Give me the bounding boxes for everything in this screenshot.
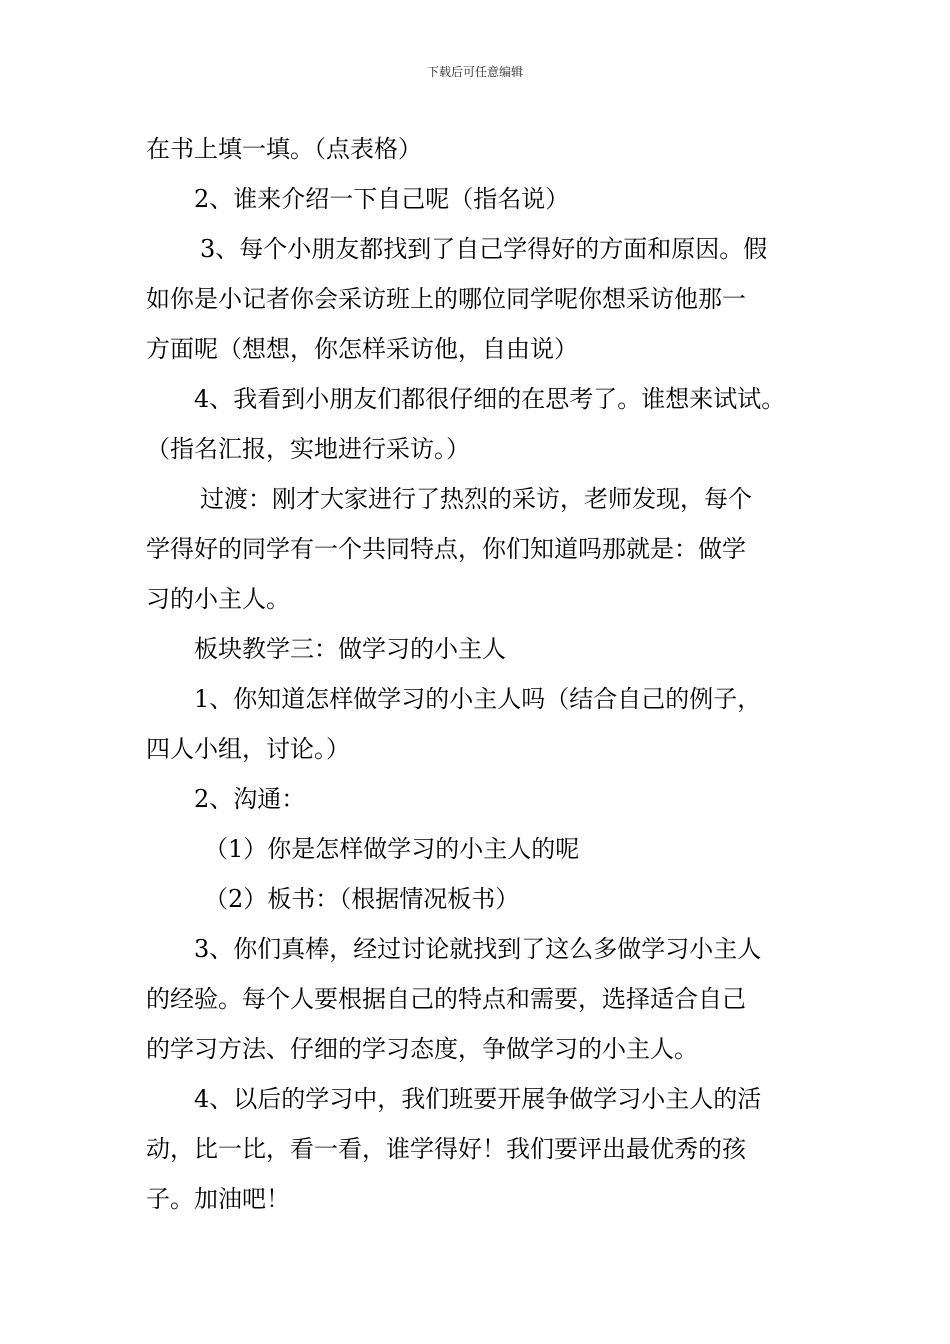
text-line: 如你是小记者你会采访班上的哪位同学呢你想采访他那一 (146, 285, 746, 313)
paragraph (146, 224, 826, 374)
paragraph (146, 924, 826, 1074)
text-line: 1、你知道怎样做学习的小主人吗（结合自己的例子， (194, 685, 762, 713)
paragraph (146, 674, 826, 774)
text-line: 习的小主人。 (146, 585, 290, 613)
text-line: 的学习方法、仔细的学习态度，争做学习的小主人。 (146, 1035, 698, 1063)
page-header: 下载后可任意编辑 (426, 65, 523, 79)
paragraph (146, 174, 826, 224)
text-line: 2、谁来介绍一下自己呢（指名说） (194, 185, 570, 213)
text-line: （1）你是怎样做学习的小主人的呢 (204, 835, 580, 863)
text-line: （指名汇报，实地进行采访。） (146, 435, 470, 463)
text-line: 4、以后的学习中，我们班要开展争做学习小主人的活 (194, 1085, 762, 1113)
paragraph (146, 874, 826, 924)
text-line: 学得好的同学有一个共同特点，你们知道吗那就是：做学 (146, 535, 746, 563)
paragraph (146, 124, 826, 174)
text-line: 动，比一比，看一看，谁学得好！我们要评出最优秀的孩 (146, 1135, 746, 1163)
text-line: （2）板书：（根据情况板书） (204, 885, 520, 913)
text-line: 的经验。每个人要根据自己的特点和需要，选择适合自己 (146, 985, 746, 1013)
text-line: 方面呢（想想，你怎样采访他，自由说） (146, 335, 578, 363)
paragraph (146, 774, 826, 824)
text-line: 4、我看到小朋友们都很仔细的在思考了。谁想来试试。 (194, 385, 786, 413)
text-line: 四人小组，讨论。） (146, 735, 350, 763)
document-body (146, 124, 826, 1224)
section-heading: 板块教学三：做学习的小主人 (194, 635, 506, 663)
paragraph (146, 474, 826, 624)
text-line: 3、每个小朋友都找到了自己学得好的方面和原因。假 (200, 235, 768, 263)
paragraph (146, 374, 826, 474)
text-line: 2、沟通： (194, 785, 306, 813)
text-line: 过渡：刚才大家进行了热烈的采访，老师发现，每个 (200, 485, 752, 513)
paragraph (146, 824, 826, 874)
paragraph (146, 1074, 826, 1224)
text-line: 3、你们真棒，经过讨论就找到了这么多做学习小主人 (194, 935, 762, 963)
text-line: 子。加油吧！ (146, 1185, 290, 1213)
text-line: 在书上填一填。（点表格） (146, 135, 422, 163)
paragraph (146, 624, 826, 674)
